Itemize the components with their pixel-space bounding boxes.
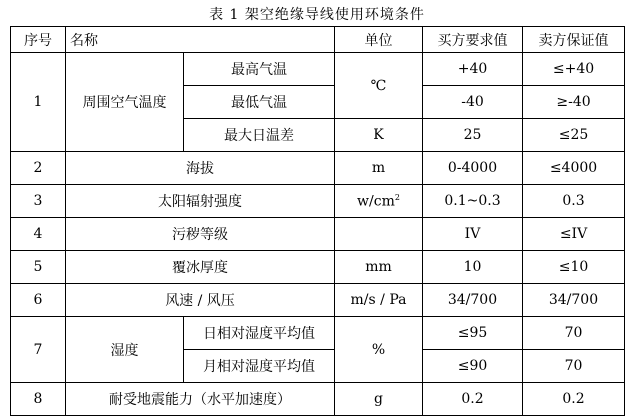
row-unit: m [335, 152, 423, 185]
row-seller-value: ≤25 [523, 119, 625, 152]
row-buyer-value: +40 [423, 53, 523, 86]
row-name: 海拔 [66, 152, 335, 185]
row-number: 2 [11, 152, 66, 185]
row-name: 太阳辐射强度 [66, 185, 335, 218]
row-unit: mm [335, 251, 423, 284]
row-unit: % [335, 317, 423, 383]
row-subname: 最低气温 [184, 86, 335, 119]
row-seller-value: 70 [523, 350, 625, 383]
unit-text: w/cm [357, 193, 395, 210]
row-seller-value: ≥-40 [523, 86, 625, 119]
row-unit [335, 185, 423, 218]
row-number: 3 [11, 185, 66, 218]
row-unit: g [335, 383, 423, 416]
row-group-name: 湿度 [66, 317, 184, 383]
environment-conditions-table [10, 26, 625, 416]
row-buyer-value: ≤90 [423, 350, 523, 383]
table-caption: 表 1 架空绝缘导线使用环境条件 [209, 7, 425, 23]
row-buyer-value: 0.2 [423, 383, 523, 416]
row-subname: 最大日温差 [184, 119, 335, 152]
header-row [11, 27, 625, 53]
row-buyer-value: 34/700 [423, 284, 523, 317]
row-seller-value: 0.3 [523, 185, 625, 218]
table-row [11, 383, 625, 416]
row-buyer-value: 0.1~0.3 [423, 185, 523, 218]
table-row [11, 317, 625, 350]
row-group-name: 周围空气温度 [66, 53, 184, 152]
row-buyer-value: 10 [423, 251, 523, 284]
table-row [11, 218, 625, 251]
header-unit: 单位 [335, 27, 423, 53]
row-seller-value: ≤10 [523, 251, 625, 284]
row-name: 耐受地震能力（水平加速度） [66, 383, 335, 416]
row-buyer-value: 25 [423, 119, 523, 152]
row-number: 7 [11, 317, 66, 383]
row-seller-value: ≤IV [523, 218, 625, 251]
table-row [11, 284, 625, 317]
header-no: 序号 [11, 27, 66, 53]
row-name: 覆冰厚度 [66, 251, 335, 284]
row-number: 1 [11, 53, 66, 152]
row-unit: ℃ [335, 53, 423, 119]
table-row [11, 251, 625, 284]
row-buyer-value: -40 [423, 86, 523, 119]
row-name: 污秽等级 [66, 218, 335, 251]
row-number: 6 [11, 284, 66, 317]
header-seller-value: 卖方保证值 [523, 27, 625, 53]
unit-superscript: 2 [394, 192, 400, 202]
header-buyer-value: 买方要求值 [423, 27, 523, 53]
table-row [11, 53, 625, 86]
row-subname: 月相对湿度平均值 [184, 350, 335, 383]
row-seller-value: 0.2 [523, 383, 625, 416]
row-seller-value: 34/700 [523, 284, 625, 317]
row-seller-value: 70 [523, 317, 625, 350]
row-buyer-value: ≤95 [423, 317, 523, 350]
header-name: 名称 [66, 27, 335, 53]
table-row [11, 185, 625, 218]
row-buyer-value: 0-4000 [423, 152, 523, 185]
row-unit [335, 218, 423, 251]
row-subname: 日相对湿度平均值 [184, 317, 335, 350]
row-number: 4 [11, 218, 66, 251]
row-name: 风速 / 风压 [66, 284, 335, 317]
row-number: 5 [11, 251, 66, 284]
row-number: 8 [11, 383, 66, 416]
row-unit: m/s / Pa [335, 284, 423, 317]
row-seller-value: ≤+40 [523, 53, 625, 86]
table-row [11, 152, 625, 185]
row-subname: 最高气温 [184, 53, 335, 86]
row-buyer-value: IV [423, 218, 523, 251]
row-unit: K [335, 119, 423, 152]
row-seller-value: ≤4000 [523, 152, 625, 185]
